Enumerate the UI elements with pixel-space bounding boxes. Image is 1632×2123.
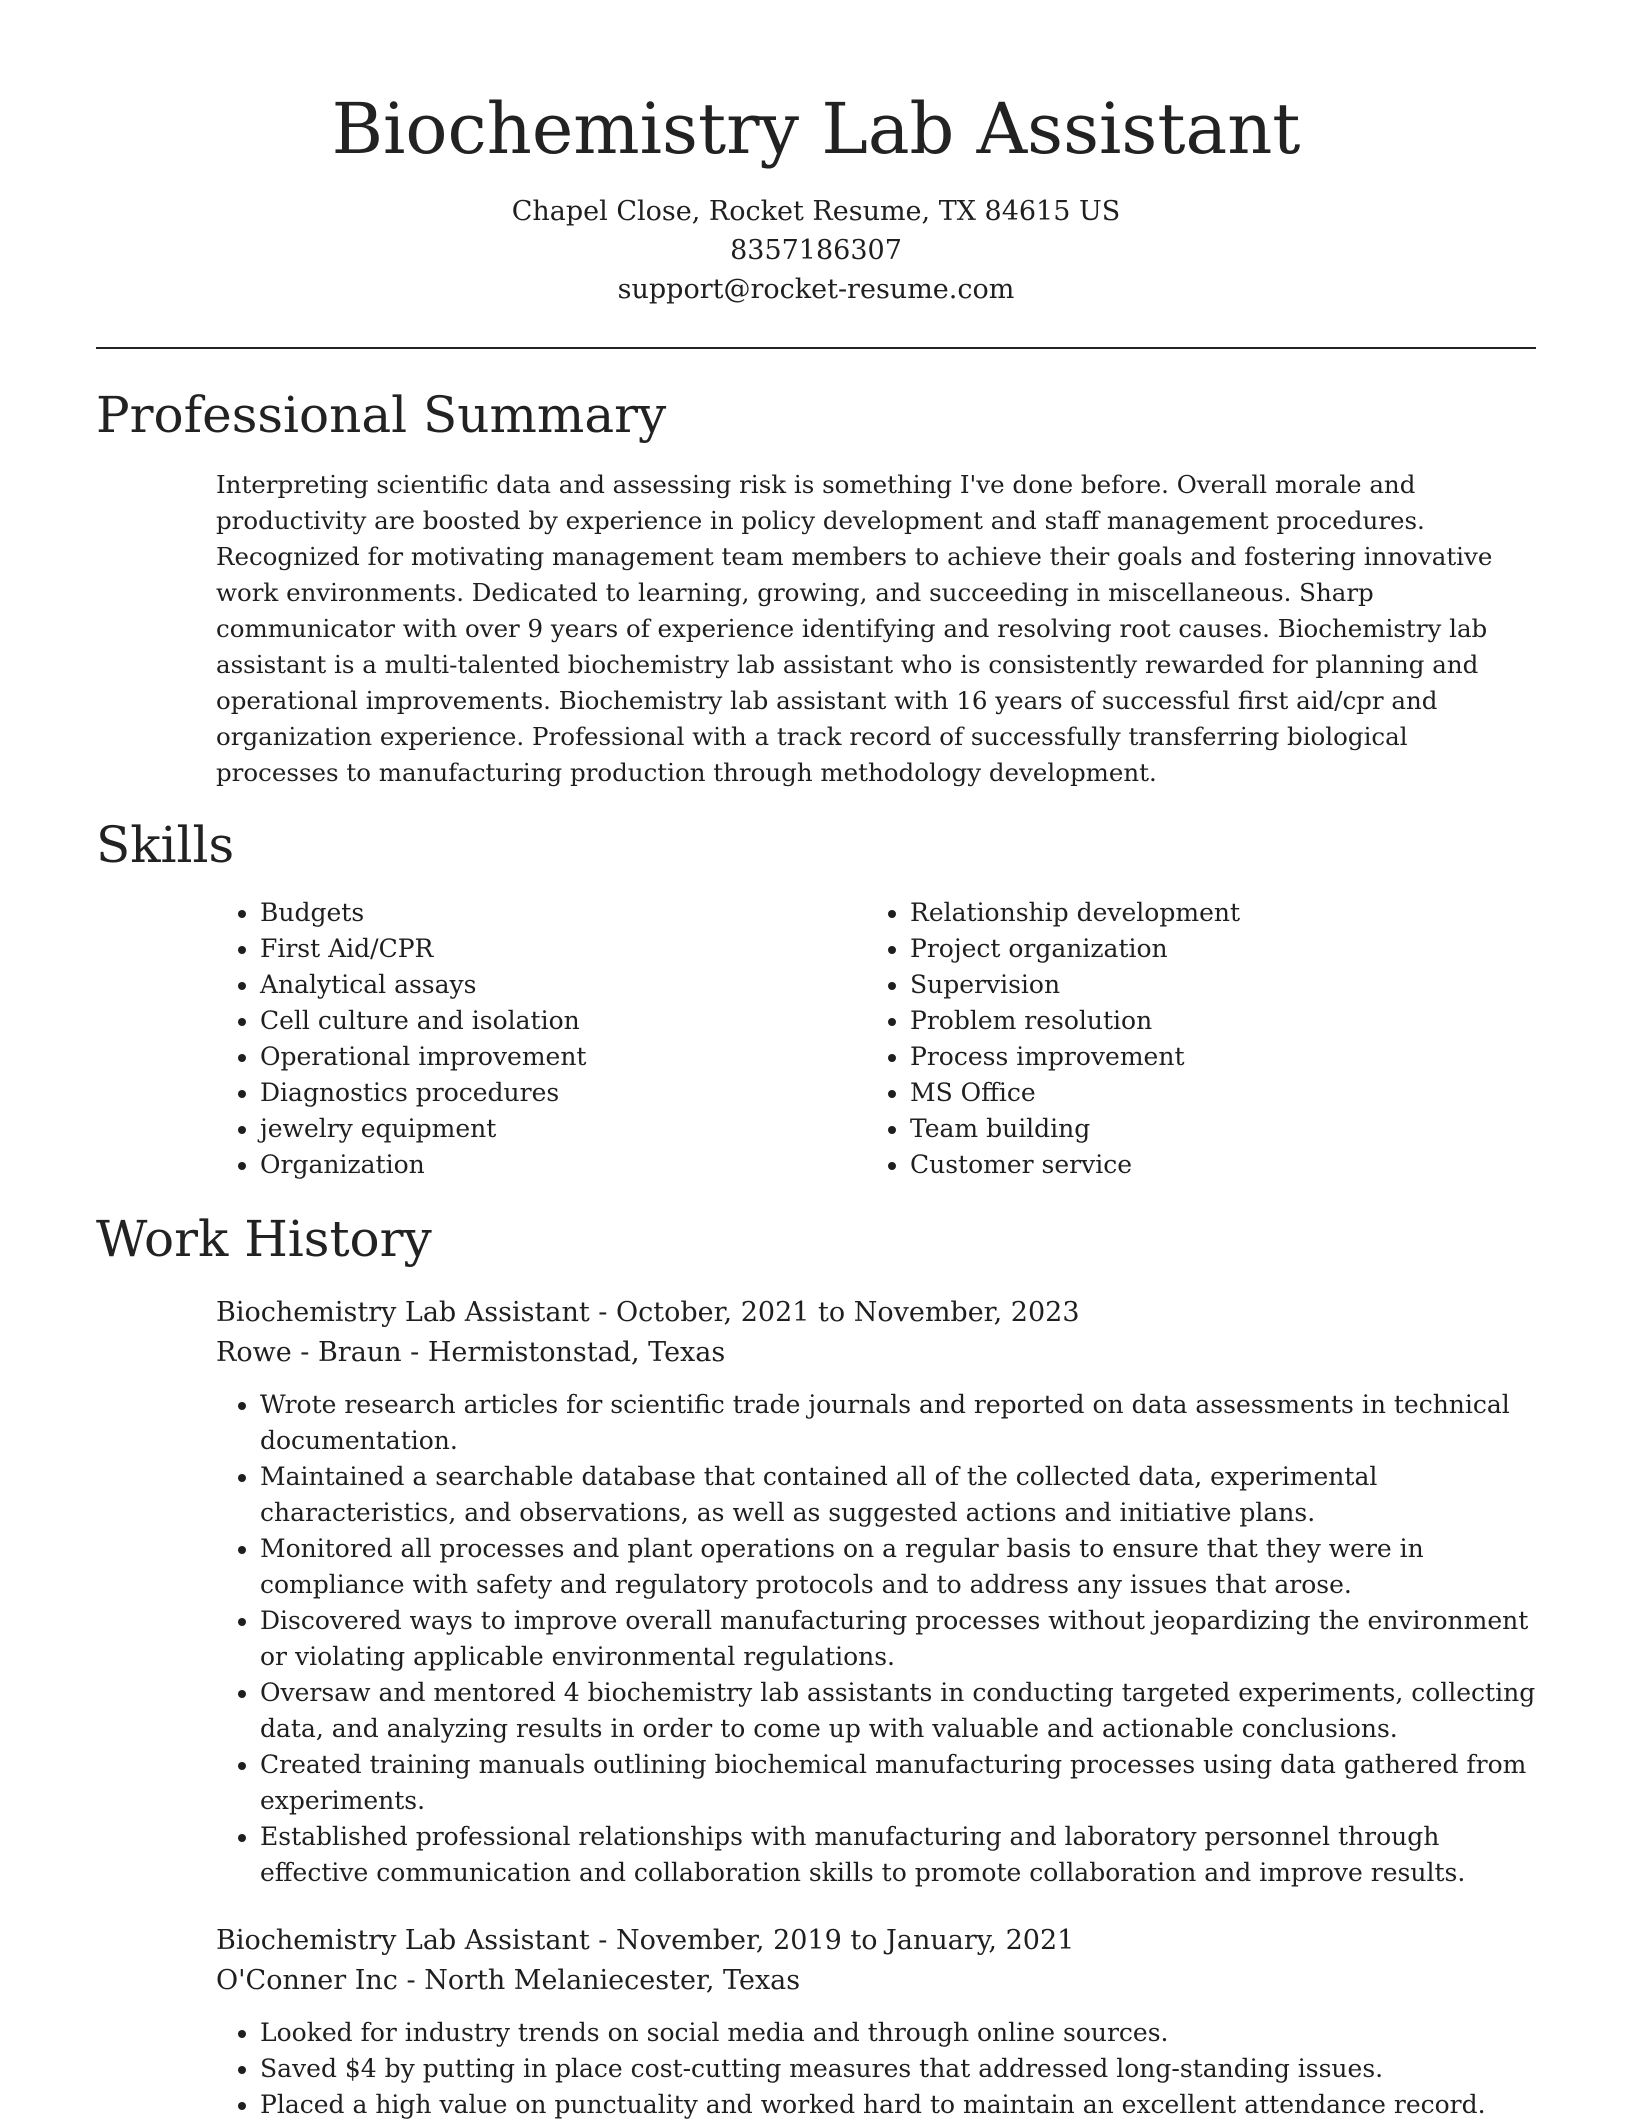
job-bullets xyxy=(216,1387,1536,1891)
job-bullet: • Looked for industry trends on social media and through online sources. xyxy=(260,2015,1536,2051)
job-bullet: • Saved $4 by putting in place cost-cutting measures that addressed long-standing issues. xyxy=(260,2051,1536,2087)
skill-item: • MS Office xyxy=(910,1075,1396,1111)
job-bullet: • Established professional relationships with manufacturing and laboratory personnel through effective communication and collaboration skills to promote collaboration and improve results. xyxy=(260,1819,1536,1891)
skill-item: • Operational improvement xyxy=(260,1039,746,1075)
skill-item: • Relationship development xyxy=(910,895,1396,931)
skills-heading: Skills xyxy=(96,816,235,874)
job-bullet: • Oversaw and mentored 4 biochemistry lab assistants in conducting targeted experiments, collecting data, and analyzing results in order to come up with valuable and actionable conclusions. xyxy=(260,1675,1536,1747)
job-bullet: • Wrote research articles for scientific trade journals and reported on data assessments in technical documentation. xyxy=(260,1387,1536,1459)
job-bullet: • Monitored all processes and plant operations on a regular basis to ensure that they were in compliance with safety and regulatory protocols and to address any issues that arose. xyxy=(260,1531,1536,1603)
job-location: - North Melaniecester, Texas xyxy=(397,1965,801,1996)
resume-header xyxy=(96,0,1536,309)
skill-item: • Supervision xyxy=(910,967,1396,1003)
summary-heading: Professional Summary xyxy=(96,386,667,444)
candidate-name: Biochemistry Lab Assistant xyxy=(331,88,1301,170)
job-title-line xyxy=(216,1921,1536,1961)
header-divider xyxy=(96,347,1536,349)
job-role: Biochemistry Lab Assistant xyxy=(216,1297,590,1328)
skills-list-left xyxy=(96,895,746,1183)
job-employer-line xyxy=(216,1333,1536,1373)
job-company: Rowe - Braun xyxy=(216,1337,402,1368)
job-location: - Hermistonstad, Texas xyxy=(401,1337,726,1368)
skill-item: • Analytical assays xyxy=(260,967,746,1003)
job-bullet: • Placed a high value on punctuality and worked hard to maintain an excellent attendance record. xyxy=(260,2087,1536,2123)
skill-item: • Process improvement xyxy=(910,1039,1396,1075)
resume-page xyxy=(96,0,1536,2123)
skill-item: • First Aid/CPR xyxy=(260,931,746,967)
job-title-line xyxy=(216,1293,1536,1333)
skill-item: • Budgets xyxy=(260,895,746,931)
skill-item: • Problem resolution xyxy=(910,1003,1396,1039)
skill-item: • Customer service xyxy=(910,1147,1396,1183)
skill-item: • Team building xyxy=(910,1111,1396,1147)
contact-address: Chapel Close, Rocket Resume, TX 84615 US xyxy=(511,196,1121,227)
skill-item: • Diagnostics procedures xyxy=(260,1075,746,1111)
skill-item: • Project organization xyxy=(910,931,1396,967)
job-company: O'Conner Inc xyxy=(216,1965,398,1996)
contact-phone: 8357186307 xyxy=(730,235,902,266)
skills-list-right xyxy=(746,895,1396,1183)
job-bullets xyxy=(216,2015,1536,2123)
job-bullet: • Created training manuals outlining biochemical manufacturing processes using data gathered from experiments. xyxy=(260,1747,1536,1819)
job-employer-line xyxy=(216,1961,1536,2001)
job-dates: - October, 2021 to November, 2023 xyxy=(589,1297,1080,1328)
job-bullet: • Discovered ways to improve overall manufacturing processes without jeopardizing the environment or violating applicable environmental regulations. xyxy=(260,1603,1536,1675)
summary-paragraph: Interpreting scientific data and assessing risk is something I've done before. Overall morale and productivity are boosted by experience in policy development and staff management procedures. Recognized for motivating management team members to achieve their goals and fostering innovative work environments. Dedicated to learning, growing, and succeeding in miscellaneous. Sharp communicator with over 9 years of experience identifying and resolving root causes. Biochemistry lab assistant is a multi-talented biochemistry lab assistant who is consistently rewarded for planning and operational improvements. Biochemistry lab assistant with 16 years of successful first aid/cpr and organization experience. Professional with a track record of successfully transferring biological processes to manufacturing production through methodology development. xyxy=(216,470,1493,787)
job-dates: - November, 2019 to January, 2021 xyxy=(589,1925,1075,1956)
job-role: Biochemistry Lab Assistant xyxy=(216,1925,590,1956)
contact-email: support@rocket-resume.com xyxy=(617,274,1015,305)
work-history-heading: Work History xyxy=(96,1210,432,1268)
skills-columns xyxy=(96,895,1536,1183)
job-entry xyxy=(216,1921,1536,2123)
skill-item: • Cell culture and isolation xyxy=(260,1003,746,1039)
job-bullet: • Maintained a searchable database that contained all of the collected data, experimental characteristics, and observations, as well as suggested actions and initiative plans. xyxy=(260,1459,1536,1531)
skill-item: • Organization xyxy=(260,1147,746,1183)
job-entry xyxy=(216,1293,1536,1891)
skill-item: • jewelry equipment xyxy=(260,1111,746,1147)
